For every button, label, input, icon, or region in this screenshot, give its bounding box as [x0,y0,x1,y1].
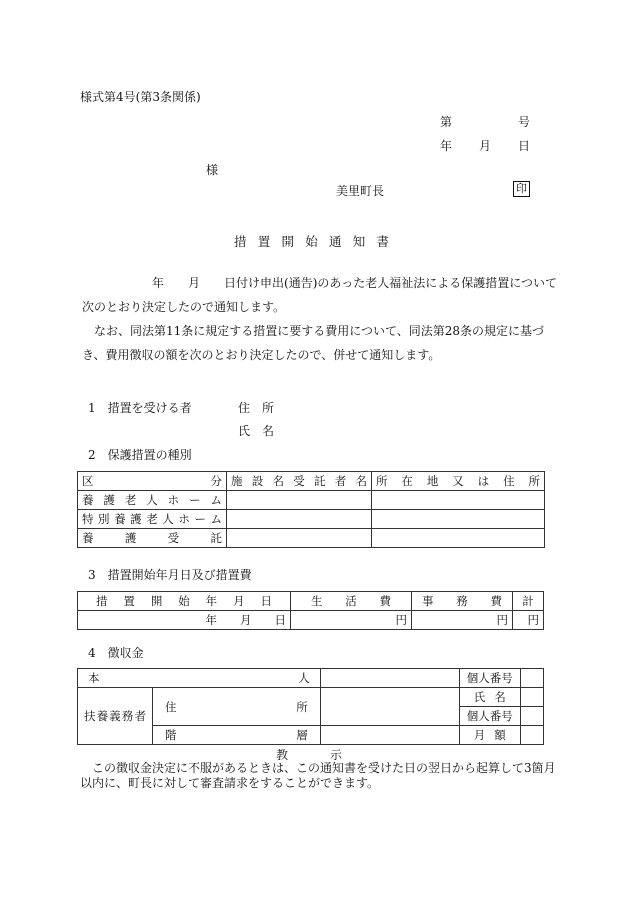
cell-empty [520,707,543,726]
cell-empty [320,726,459,745]
row-tokubetsu-home: 特別養護老人ホーム [78,510,227,529]
cell-empty [227,491,372,510]
cell-empty [372,529,545,548]
cell-empty [372,491,545,510]
kaiso-label: 階層 [153,726,321,745]
paragraph-1-date: 年 月 日付け [152,276,261,290]
start-date-value: 年 月 日 [78,611,291,630]
cell-empty [227,529,372,548]
date-month: 月 [479,139,492,153]
getsugaku-label: 月額 [459,726,520,745]
shimei-label: 氏名 [459,688,520,707]
jusho-label: 住所 [153,688,321,726]
admin-cost-yen: 円 [412,611,513,630]
total-yen: 円 [513,611,544,630]
cell-empty [320,669,459,688]
issuer: 美里町長 [336,184,385,198]
cell-empty [372,510,545,529]
doc-no-go: 号 [518,115,531,129]
date-year: 年 [440,139,453,153]
form-number: 様式第4号(第3条関係) [80,90,201,104]
date-day: 日 [518,139,531,153]
section-2-heading: 2 保護措置の種別 [88,448,192,462]
paragraph-1 [82,271,558,319]
header-kubun: 区分 [78,472,227,491]
row-yogo-jutaku: 養護受託 [78,529,227,548]
header-facility: 施設名受託者名 [227,472,372,491]
honnin-label: 本人 [78,669,321,688]
fuyo-label: 扶養義務者 [78,688,153,745]
kojin-label: 個人番号 [459,669,520,688]
address-label: 住 所 [238,401,275,415]
cell-empty [520,688,543,707]
cell-empty [227,510,372,529]
section-3-heading: 3 措置開始年月日及び措置費 [88,568,252,582]
doc-no-dai: 第 [440,115,453,129]
document-title: 措置開始通知書 [234,234,401,249]
header-admin-cost: 事務費 [412,592,513,611]
paragraph-1-text: 申出(通告)のあった老人福祉法による保護措置について次のとおり決定したので通知します。 [82,276,558,314]
living-cost-yen: 円 [291,611,412,630]
header-location: 所在地又は住所 [372,472,545,491]
cell-empty [320,688,459,726]
section-1-heading: 1 措置を受ける者 [88,401,192,415]
seal-mark: 印 [513,181,530,197]
cell-empty [520,669,543,688]
notice-title: 教示 [276,748,385,762]
measure-cost-table [77,591,544,630]
header-start-date: 措置開始年月日 [78,592,291,611]
row-yogo-home: 養護老人ホーム [78,491,227,510]
addressee-suffix: 様 [206,163,219,177]
collection-table [77,668,544,745]
paragraph-2: なお、同法第11条に規定する措置に要する費用について、同法第28条の規定に基づき、費用徴収の額を次のとおり決定したので、併せて通知します。 [82,324,545,362]
header-living-cost: 生活費 [291,592,412,611]
cell-empty [520,726,543,745]
care-type-table [77,471,545,548]
notice-text: この徴収金決定に不服があるときは、この通知書を受けた日の翌日から起算して3箇月以内に、町長に対して審査請求をすることができます。 [80,761,556,790]
kojin-label: 個人番号 [459,707,520,726]
section-4-heading: 4 徴収金 [88,646,144,660]
name-label: 氏 名 [238,424,275,438]
header-total: 計 [513,592,544,611]
